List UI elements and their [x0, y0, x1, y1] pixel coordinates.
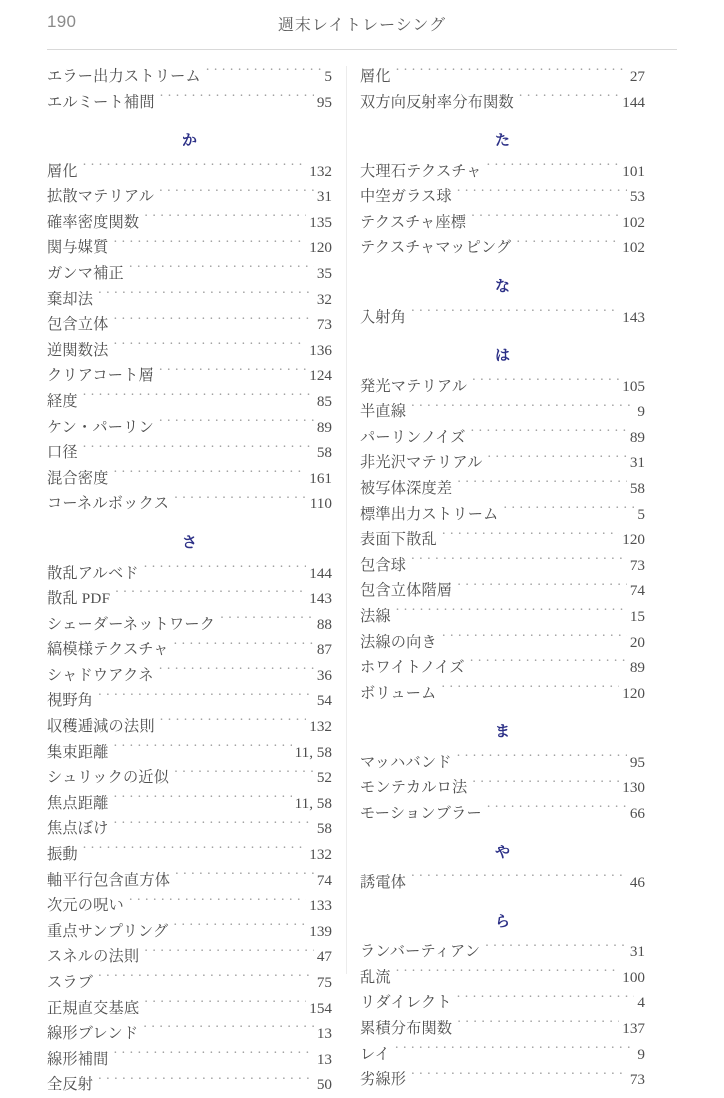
index-entry[interactable] — [47, 261, 332, 287]
dot-leader — [98, 972, 314, 987]
index-entry-page-number: 136 — [309, 341, 332, 359]
dot-leader — [516, 237, 619, 252]
folio-page-number: 190 — [47, 12, 77, 31]
section-heading-さ: さ — [181, 534, 197, 551]
index-entry-term: エラー出力ストリーム — [47, 68, 201, 85]
index-entry-term: 次元の呪い — [47, 897, 124, 915]
index-entry-page-number: 110 — [309, 495, 332, 513]
index-entry[interactable] — [360, 1042, 645, 1068]
section-heading-は: は — [494, 347, 510, 365]
index-entry-term: 軸平行包含直方体 — [47, 871, 171, 889]
dot-leader — [114, 468, 307, 483]
index-entry-term: モンテカルロ法 — [360, 779, 468, 797]
dot-leader — [457, 992, 635, 1007]
index-entry-page-number: 13 — [316, 1025, 332, 1043]
index-entry[interactable] — [360, 604, 645, 630]
index-entry-page-number: 46 — [629, 874, 645, 892]
index-entry-term: モーションブラー — [360, 805, 482, 823]
dot-leader — [144, 946, 313, 961]
index-entry[interactable] — [47, 791, 332, 817]
index-entry-list — [360, 750, 645, 827]
index-entry[interactable] — [360, 450, 645, 476]
index-entry[interactable] — [47, 90, 332, 116]
index-entry[interactable] — [47, 816, 332, 842]
index-entry[interactable] — [360, 159, 645, 185]
dot-leader — [159, 365, 306, 380]
dot-leader — [220, 614, 314, 629]
index-entry-page-number: 87 — [316, 641, 332, 659]
index-entry[interactable] — [47, 235, 332, 261]
dot-leader — [488, 452, 627, 467]
dot-leader — [83, 391, 314, 406]
dot-leader — [457, 1018, 619, 1033]
index-entry-list — [360, 305, 645, 331]
index-entry-page-number: 89 — [316, 418, 332, 436]
section-heading-か: か — [181, 132, 197, 150]
index-entry[interactable] — [47, 688, 332, 714]
dot-leader — [175, 869, 314, 884]
dot-leader — [411, 872, 627, 887]
index-entry-list — [360, 374, 645, 707]
dot-leader — [396, 66, 627, 81]
dot-leader — [160, 91, 314, 106]
dot-leader — [174, 639, 314, 654]
index-entry-page-number: 31 — [629, 454, 645, 472]
index-entry-page-number: 105 — [622, 377, 645, 395]
index-entry-list — [360, 939, 645, 1093]
index-entry-term: 経度 — [47, 393, 78, 411]
index-entry-page-number: 5 — [637, 505, 645, 523]
dot-leader — [457, 752, 627, 767]
index-entry[interactable] — [360, 425, 645, 451]
dot-leader — [83, 442, 314, 457]
index-entry-page-number: 101 — [622, 162, 645, 180]
index-entry-term: 正規直交基底 — [47, 999, 140, 1017]
column-gutter — [332, 64, 360, 1004]
dot-leader — [173, 921, 306, 936]
dot-leader — [411, 1069, 627, 1084]
index-entry-page-number: 32 — [316, 290, 332, 308]
dot-leader — [159, 186, 314, 201]
index-entry-term: 散乱アルベド — [47, 564, 139, 582]
index-entry[interactable] — [47, 491, 332, 517]
index-column-right — [360, 64, 645, 1089]
index-entry[interactable] — [47, 415, 332, 441]
index-entry[interactable] — [47, 740, 332, 766]
dot-leader — [98, 1074, 314, 1089]
index-entry-term: ランバーティアン — [360, 943, 481, 961]
index-entry[interactable] — [47, 210, 332, 236]
index-entry-page-number: 5 — [324, 68, 332, 85]
index-entry-term: 散乱 PDF — [47, 590, 111, 608]
index-entry-page-number: 20 — [629, 633, 645, 651]
dot-leader — [129, 263, 314, 278]
index-entry-page-number: 132 — [309, 162, 332, 180]
column-divider-rule — [346, 66, 347, 974]
dot-leader — [143, 1023, 313, 1038]
index-entry-term: 混合密度 — [47, 469, 109, 487]
index-entry-term: 縞模様テクスチャ — [47, 641, 169, 659]
index-entry-page-number: 135 — [309, 213, 332, 231]
dot-leader — [144, 212, 306, 227]
index-entry-term: 集束距離 — [47, 743, 109, 761]
index-entry-term: 棄却法 — [47, 290, 94, 308]
index-entry-term: 確率密度関数 — [47, 213, 140, 231]
index-entry-term: エルミート補間 — [47, 93, 155, 111]
index-entry-term: 収穫逓減の法則 — [47, 718, 155, 736]
dot-leader — [411, 555, 627, 570]
index-entry[interactable] — [47, 944, 332, 970]
index-entry-term: 被写体深度差 — [360, 480, 453, 498]
dot-leader — [457, 186, 627, 201]
running-title: 週末レイトレーシング — [277, 17, 447, 34]
index-entry-term: 表面下散乱 — [360, 531, 437, 549]
dot-leader — [471, 427, 627, 442]
index-entry[interactable] — [360, 399, 645, 425]
index-entry-page-number: 132 — [309, 846, 332, 864]
index-entry-page-number: 52 — [316, 769, 332, 787]
index-entry-term: 全反射 — [47, 1076, 94, 1094]
section-heading-や: や — [494, 843, 510, 861]
index-entry[interactable] — [360, 990, 645, 1016]
index-entry-term: 振動 — [47, 846, 78, 864]
index-entry-page-number: 11, 58 — [294, 794, 332, 812]
index-entry-term: パーリンノイズ — [360, 428, 466, 446]
index-entry[interactable] — [360, 235, 645, 261]
index-entry-page-number: 137 — [622, 1020, 645, 1038]
dot-leader — [159, 665, 314, 680]
index-entry[interactable] — [360, 939, 645, 965]
index-entry-term: 乱流 — [360, 968, 391, 986]
index-entry[interactable] — [47, 586, 332, 612]
index-entry-page-number: 132 — [309, 718, 332, 736]
index-entry[interactable] — [47, 389, 332, 415]
index-entry-page-number: 53 — [629, 188, 645, 206]
index-entry[interactable] — [47, 1047, 332, 1073]
index-entry-term: 線形補間 — [47, 1050, 109, 1068]
section-heading-た: た — [494, 132, 510, 150]
dot-leader — [485, 941, 627, 956]
index-entry[interactable] — [47, 287, 332, 313]
index-entry-term: シャドウアクネ — [47, 666, 154, 684]
index-entry[interactable] — [47, 714, 332, 740]
index-entry-term: 焦点ぼけ — [47, 820, 109, 838]
index-page — [0, 10, 724, 1094]
index-columns — [47, 64, 677, 1094]
index-entry[interactable] — [47, 663, 332, 689]
index-entry[interactable] — [360, 553, 645, 579]
dot-leader — [83, 844, 306, 859]
dot-leader — [411, 401, 634, 416]
index-entry-page-number: 143 — [622, 308, 645, 326]
index-entry-page-number: 31 — [316, 188, 332, 206]
index-entry-term: テクスチャマッピング — [360, 239, 512, 257]
index-entry-term: 法線 — [360, 608, 391, 625]
index-entry-term: 大理石テクスチャ — [360, 162, 482, 180]
index-entry[interactable] — [47, 868, 332, 894]
dot-leader — [174, 493, 307, 508]
index-entry-page-number: 161 — [309, 469, 332, 487]
index-entry[interactable] — [360, 578, 645, 604]
dot-leader — [457, 580, 626, 595]
index-entry[interactable] — [47, 612, 332, 638]
index-entry-page-number: 85 — [316, 393, 332, 411]
dot-leader — [441, 683, 619, 698]
index-entry-term: スラブ — [47, 974, 94, 991]
index-entry-page-number: 73 — [629, 1071, 645, 1089]
index-entry[interactable] — [47, 919, 332, 945]
index-entry[interactable] — [47, 64, 332, 90]
dot-leader — [83, 161, 306, 176]
index-entry-page-number: 124 — [309, 367, 332, 385]
index-entry[interactable] — [360, 1067, 645, 1093]
index-entry-list — [360, 64, 645, 115]
index-entry-term: ボリューム — [360, 684, 437, 702]
dot-leader — [206, 66, 322, 81]
index-entry-page-number: 11, 58 — [294, 743, 332, 761]
index-entry-page-number: 95 — [629, 753, 645, 771]
index-entry-page-number: 120 — [622, 531, 645, 549]
index-entry-page-number: 143 — [309, 590, 332, 608]
index-entry[interactable] — [360, 476, 645, 502]
dot-leader — [98, 288, 314, 303]
index-entry-term: スネルの法則 — [47, 948, 140, 966]
index-entry-page-number: 27 — [629, 68, 645, 85]
index-entry-page-number: 15 — [629, 608, 645, 625]
index-entry[interactable] — [360, 775, 645, 801]
index-entry-term: レイ — [360, 1045, 391, 1063]
index-entry-page-number: 102 — [622, 213, 645, 231]
index-entry-page-number: 4 — [637, 994, 645, 1012]
index-entry-page-number: 75 — [316, 974, 332, 991]
index-entry[interactable] — [360, 870, 645, 896]
index-entry-term: 層化 — [47, 162, 78, 180]
index-entry-page-number: 89 — [629, 659, 645, 677]
index-entry-page-number: 9 — [637, 1045, 645, 1063]
index-entry[interactable] — [47, 561, 332, 587]
index-entry-page-number: 9 — [637, 403, 645, 421]
index-entry-page-number: 95 — [316, 93, 332, 111]
dot-leader — [114, 237, 307, 252]
index-entry-term: 発光マテリアル — [360, 377, 468, 395]
index-entry-term: 双方向反射率分布関数 — [360, 93, 514, 111]
index-entry-page-number: 35 — [316, 265, 332, 283]
index-entry-term: コーネルボックス — [47, 495, 170, 513]
index-entry-term: 累積分布関数 — [360, 1020, 453, 1038]
dot-leader — [472, 777, 619, 792]
index-entry-page-number: 13 — [316, 1050, 332, 1068]
index-entry-page-number: 144 — [309, 564, 332, 582]
index-entry-page-number: 47 — [316, 948, 332, 966]
index-entry-term: ガンマ補正 — [47, 265, 124, 283]
index-entry[interactable] — [360, 965, 645, 991]
index-entry[interactable] — [360, 1016, 645, 1042]
index-entry-page-number: 144 — [622, 93, 645, 111]
index-entry-page-number: 139 — [309, 922, 332, 940]
dot-leader — [114, 314, 314, 329]
index-entry-page-number: 120 — [622, 684, 645, 702]
dot-leader — [144, 997, 306, 1012]
dot-leader — [114, 340, 307, 355]
index-entry-term: シュリックの近似 — [47, 769, 170, 787]
index-entry-term: 包含球 — [360, 556, 407, 574]
index-entry-list — [360, 870, 645, 896]
index-entry-page-number: 36 — [316, 666, 332, 684]
index-entry-page-number: 54 — [316, 692, 332, 710]
page-header — [47, 10, 677, 50]
index-entry-term: 焦点距離 — [47, 794, 109, 812]
index-entry[interactable] — [360, 655, 645, 681]
index-entry-term: 誘電体 — [360, 874, 407, 892]
dot-leader — [471, 212, 619, 227]
index-entry[interactable] — [47, 970, 332, 996]
dot-leader — [487, 803, 627, 818]
index-entry-term: 重点サンプリング — [47, 922, 169, 940]
section-heading-ら: ら — [494, 912, 510, 930]
index-entry-term: 標準出力ストリーム — [360, 505, 499, 523]
index-entry-page-number: 133 — [309, 897, 332, 915]
index-entry-page-number: 154 — [309, 999, 332, 1017]
index-entry-page-number: 50 — [316, 1076, 332, 1094]
index-entry-term: シェーダーネットワーク — [47, 615, 216, 633]
index-entry-page-number: 89 — [629, 428, 645, 446]
index-entry-page-number: 130 — [622, 779, 645, 797]
index-entry-term: 層化 — [360, 68, 391, 85]
index-entry[interactable] — [360, 502, 645, 528]
index-entry[interactable] — [47, 466, 332, 492]
dot-leader — [114, 741, 292, 756]
index-entry-page-number: 58 — [316, 444, 332, 462]
dot-leader — [144, 562, 307, 577]
index-entry[interactable] — [360, 630, 645, 656]
index-entry-term: テクスチャ座標 — [360, 213, 467, 231]
dot-leader — [129, 895, 306, 910]
index-entry-term: ケン・パーリン — [47, 418, 154, 436]
dot-leader — [442, 631, 627, 646]
index-entry-term: 包含立体階層 — [360, 582, 453, 600]
section-heading-な: な — [494, 278, 510, 296]
dot-leader — [442, 529, 619, 544]
dot-leader — [411, 306, 619, 321]
index-entry-term: 半直線 — [360, 403, 407, 421]
index-entry-term: 線形ブレンド — [47, 1025, 139, 1043]
index-entry-term: 非光沢マテリアル — [360, 454, 483, 472]
index-entry-page-number: 74 — [316, 871, 332, 889]
dot-leader — [396, 606, 627, 621]
dot-leader — [114, 793, 292, 808]
index-entry-page-number: 73 — [316, 316, 332, 334]
index-entry-list — [47, 159, 332, 517]
dot-leader — [519, 91, 619, 106]
index-column-left — [47, 64, 332, 1094]
dot-leader — [472, 375, 619, 390]
index-entry[interactable] — [360, 527, 645, 553]
index-entry[interactable] — [47, 440, 332, 466]
dot-leader — [504, 503, 635, 518]
index-entry[interactable] — [360, 210, 645, 236]
index-entry-term: 拡散マテリアル — [47, 188, 155, 206]
dot-leader — [457, 478, 626, 493]
index-entry-term: リダイレクト — [360, 994, 452, 1012]
index-entry-term: マッハバンド — [360, 753, 452, 771]
index-entry-term: 包含立体 — [47, 316, 109, 334]
dot-leader — [160, 716, 307, 731]
index-entry-page-number: 73 — [629, 556, 645, 574]
index-entry[interactable] — [360, 801, 645, 827]
index-entry[interactable] — [360, 90, 645, 116]
dot-leader — [98, 690, 314, 705]
section-heading-ま: ま — [494, 723, 510, 741]
dot-leader — [470, 657, 627, 672]
index-entry[interactable] — [47, 184, 332, 210]
dot-leader — [395, 1043, 634, 1058]
dot-leader — [115, 588, 306, 603]
index-entry-list — [360, 159, 645, 261]
index-entry-term: クリアコート層 — [47, 367, 154, 385]
index-entry[interactable] — [47, 996, 332, 1022]
index-entry-page-number: 74 — [629, 582, 645, 600]
dot-leader — [396, 967, 619, 982]
index-entry[interactable] — [47, 765, 332, 791]
index-entry-page-number: 88 — [316, 615, 332, 633]
index-entry-page-number: 58 — [316, 820, 332, 838]
index-entry-page-number: 102 — [622, 239, 645, 257]
index-entry-term: 法線の向き — [360, 633, 437, 651]
index-entry[interactable] — [360, 374, 645, 400]
index-entry-term: 視野角 — [47, 692, 94, 710]
index-entry-list — [47, 561, 332, 1098]
index-entry[interactable] — [47, 312, 332, 338]
index-entry[interactable] — [360, 64, 645, 90]
dot-leader — [114, 1049, 314, 1064]
dot-leader — [174, 767, 314, 782]
index-entry[interactable] — [47, 1072, 332, 1098]
index-entry[interactable] — [360, 184, 645, 210]
index-entry-term: 中空ガラス球 — [360, 188, 452, 206]
index-entry[interactable] — [47, 1021, 332, 1047]
index-entry-term: 入射角 — [360, 308, 407, 326]
index-entry[interactable] — [47, 338, 332, 364]
index-entry-page-number: 120 — [309, 239, 332, 257]
index-entry-page-number: 31 — [629, 943, 645, 961]
index-entry[interactable] — [47, 842, 332, 868]
index-entry[interactable] — [47, 637, 332, 663]
index-entry-list — [47, 64, 332, 115]
index-entry-page-number: 100 — [622, 968, 645, 986]
index-entry[interactable] — [360, 750, 645, 776]
index-entry[interactable] — [47, 893, 332, 919]
index-entry-term: 口径 — [47, 444, 78, 462]
index-entry-term: 関与媒質 — [47, 239, 109, 257]
dot-leader — [114, 818, 314, 833]
index-entry-term: 逆関数法 — [47, 341, 109, 359]
index-entry-term: ホワイトノイズ — [360, 659, 465, 677]
index-entry[interactable] — [360, 681, 645, 707]
index-entry[interactable] — [360, 305, 645, 331]
dot-leader — [159, 416, 314, 431]
index-entry-page-number: 58 — [629, 480, 645, 498]
index-entry-page-number: 66 — [629, 805, 645, 823]
index-entry-term: 劣線形 — [360, 1071, 407, 1089]
index-entry[interactable] — [47, 159, 332, 185]
index-entry[interactable] — [47, 363, 332, 389]
dot-leader — [487, 161, 620, 176]
